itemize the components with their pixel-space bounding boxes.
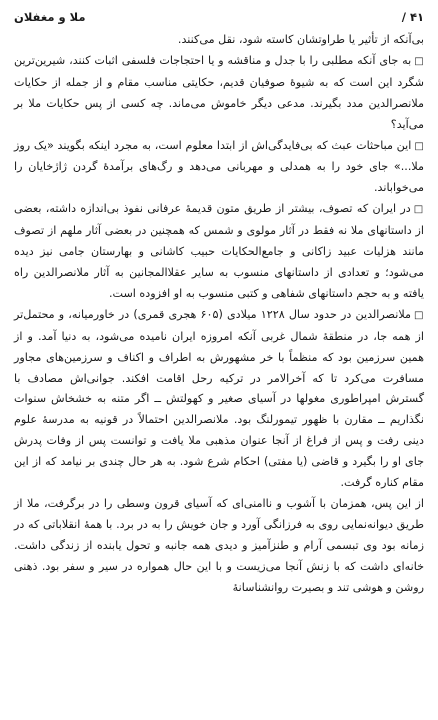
bullet-paragraph: □ ملانصرالدین در حدود سال ۱۲۲۸ میلادی (۶۰۵ هجری قمری) در خاورمیانه، و محتمل‌تر از همه جا، در منطقهٔ شمال غربی آنکه امروزه ایران نامیده می‌شود، به دنیا آمد. و از همین سرزمین بود که منظماً با خر مشهورش به اطراف و اکناف و سرزمین‌های مجاور مسافرت می‌کرد تا که آخرالامر در ترکیه رحل اقامت افکند. جوانی‌اش مصادف با گسترش امپراطوری مغولها در آسیای صغیر و کهولتش ــ اگر متنه به خشخاش سنوات نگذاریم ــ مقارن با ظهور تیمورلنگ بود. ملانصرالدین احتمالاً در قونیه به مدرسهٔ علوم دینی رفت و پس از فراغ از آنجا عنوان مذهبی ملا یافت و توانست پس از وفات پدرش جای او را بگیرد و قاضی (یا مفتی) احکام شرع شود. به هر حال چندی بر نیامد که از این مقام کناره گرفت. [14,305,424,494]
bullet-paragraph: □ این مباحثات عبث که بی‌فایدگی‌اش از ابتدا معلوم است، به مجرد اینکه بگویند «یک روز ملا...» جای خود را به همدلی و مهربانی می‌دهد و رگ‌های برآمدهٔ گردن ژاژخایان را می‌خواباند. [14,136,424,200]
running-head [14,4,424,30]
page-number: / ۴۱ [401,10,424,24]
body-text [14,30,424,598]
bullet-paragraph: □ در ایران که تصوف، بیشتر از طریق متون قدیمهٔ عرفانی نفوذ بی‌اندازه داشته، بعضی از داستانهای ملا نه فقط در آثار مولوی و شمس که همچنین در بعضی آثار ملهم از تصوف مانند هزلیات عبید زاکانی و جامع‌الحکایات حبیب کاشانی و بهارستان جامی نیز دیده می‌شود؛ و تعدادی از داستانهای منسوب به سایر عقلا‌المجانین به آثار ملانصرالدین راه یافته و به حجم داستانهای شفاهی و کتبی منسوب به او افزوده است. [14,199,424,305]
running-head-title: ملا و مغفلان [14,10,86,24]
paragraph: بی‌آنکه از تأثیر یا طراوتشان کاسته شود، نقل می‌کنند. [177,33,424,46]
paragraph: از این پس، همزمان با آشوب و ناامنی‌ای که آسیای قرون وسطی را در برگرفت، ملا از طریق دیوانه‌نمایی روی به فرزانگی آورد و جان خویش را به در برد. با همهٔ انقلاباتی که در زمانه بود وی تبسمی آرام و طنزآمیز و دیدی همه جانبه و تحول یابنده از زندگی داشت. خانه‌ای داشت که با زنش آنجا می‌زیست و با این حال همواره در سیر و سفر بود. ذهنی روشن و هوشی تند و بصیرت روانشناسانهٔ [14,496,424,594]
bullet-paragraph: □ به جای آنکه مطلبی را با جدل و مناقشه و یا احتجاجات فلسفی اثبات کنند، شیرین‌ترین شگرد این است که به شیوهٔ صوفیان قدیم، حکایتی مناسب مقام و از جمله از حکایات ملانصرالدین مدد بگیرند. مدعی دیگر خاموش می‌ماند. چه کسی از پس حکایات ملا بر می‌آید؟ [14,51,424,136]
